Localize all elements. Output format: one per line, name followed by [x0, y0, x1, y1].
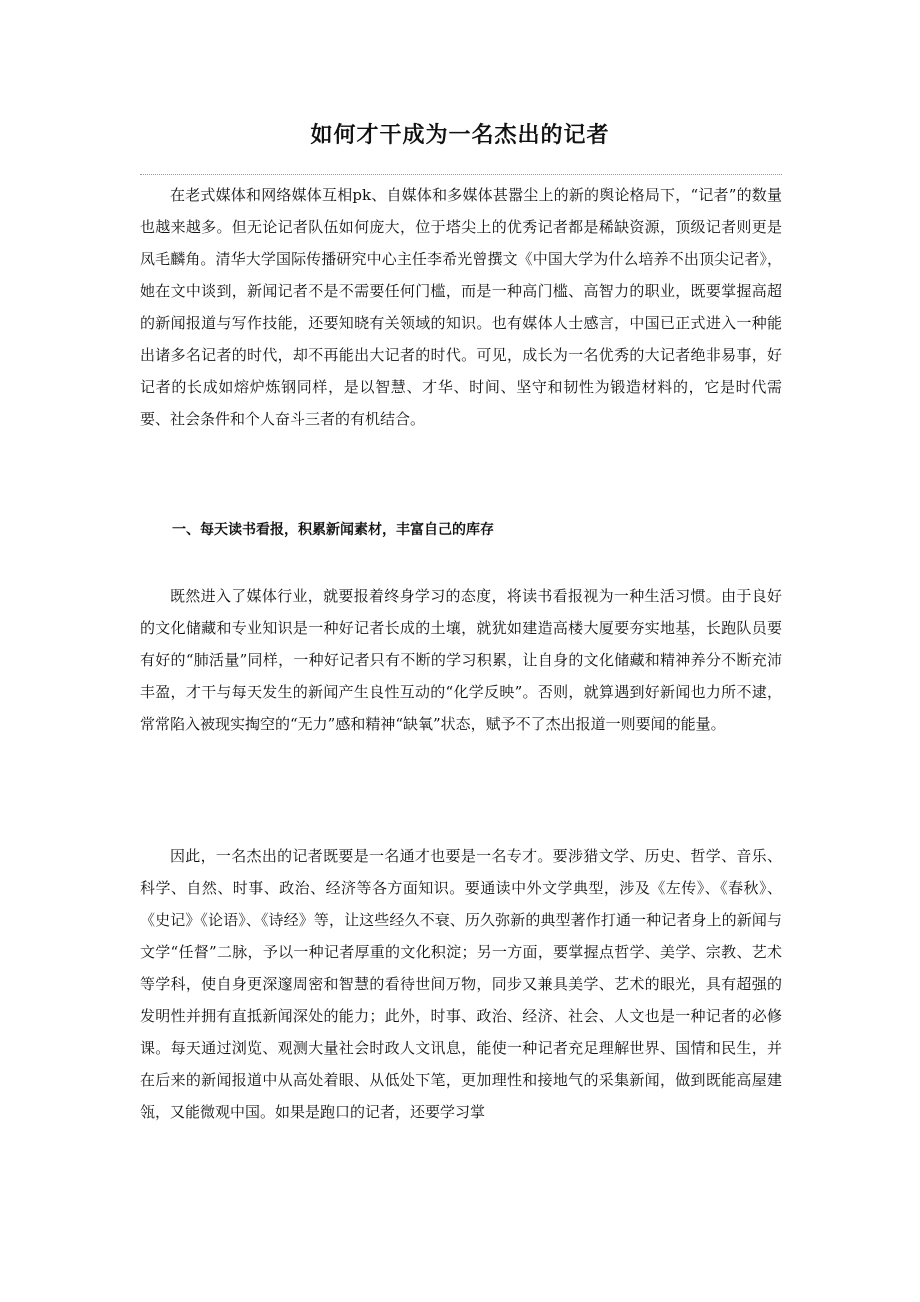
section-paragraph-1: 既然进入了媒体行业，就要报着终身学习的态度，将读书看报视为一种生活习惯。由于良好的文化储藏和专业知识是一种好记者长成的土壤，就犹如建造高楼大厦要夯实地基，长跑队员要有好的“肺活量”同样，一种好记者只有不断的学习积累，让自身的文化储藏和精神养分不断充沛丰盈，才干与每天发生的新闻产生良性互动的“化学反映”。否则，就算遇到好新闻也力所不逮，常常陷入被现实掏空的“无力”感和精神“缺氧”状态，赋予不了杰出报道一则要闻的能量。	[140, 587, 782, 733]
document-title: 如何才干成为一名杰出的记者	[310, 123, 610, 148]
section-paragraph-2: 因此，一名杰出的记者既要是一名通才也要是一名专才。要涉猎文学、历史、哲学、音乐、科学、自然、时事、政治、经济等各方面知识。要通读中外文学典型，涉及《左传》、《春秋》、《史记》《论语》、《诗经》等，让这些经久不衰、历久弥新的典型著作打通一种记者身上的新闻与文学“任督”二脉，予以一种记者厚重的文化积淀；另一方面，要掌握点哲学、美学、宗教、艺术等学科，使自身更深邃周密和智慧的看待世间万物，同步又兼具美学、艺术的眼光，具有超强的发明性并拥有直抵新闻深处的能力；此外，时事、政治、经济、社会、人文也是一种记者的必修课。每天通过浏览、观测大量社会时政人文讯息，能使一种记者充足理解世界、国情和民生，并在后来的新闻报道中从高处着眼、从低处下笔，更加理性和接地气的采集新闻，做到既能高屋建瓴，又能微观中国。如果是跑口的记者，还要学习掌	[140, 847, 782, 1121]
section-heading: 一、每天读书看报，积累新闻素材，丰富自己的库存	[172, 522, 494, 538]
intro-paragraph: 在老式媒体和网络媒体互相pk、自媒体和多媒体甚嚣尘上的新的舆论格局下，“记者”的数量也越来越多。但无论记者队伍如何庞大，位于塔尖上的优秀记者都是稀缺资源，顶级记者则更是凤毛麟角。清华大学国际传播研究中心主任李希光曾撰文《中国大学为什么培养不出顶尖记者》，她在文中谈到，新闻记者不是不需要任何门槛，而是一种高门槛、高智力的职业，既要掌握高超的新闻报道与写作技能，还要知晓有关领域的知识。也有媒体人士感言，中国已正式进入一种能出诸多名记者的时代，却不再能出大记者的时代。可见，成长为一名优秀的大记者绝非易事，好记者的长成如熔炉炼钢同样，是以智慧、才华、时间、坚守和韧性为锻造材料的，它是时代需要、社会条件和个人奋斗三者的有机结合。	[140, 186, 782, 428]
title-divider	[140, 174, 782, 175]
